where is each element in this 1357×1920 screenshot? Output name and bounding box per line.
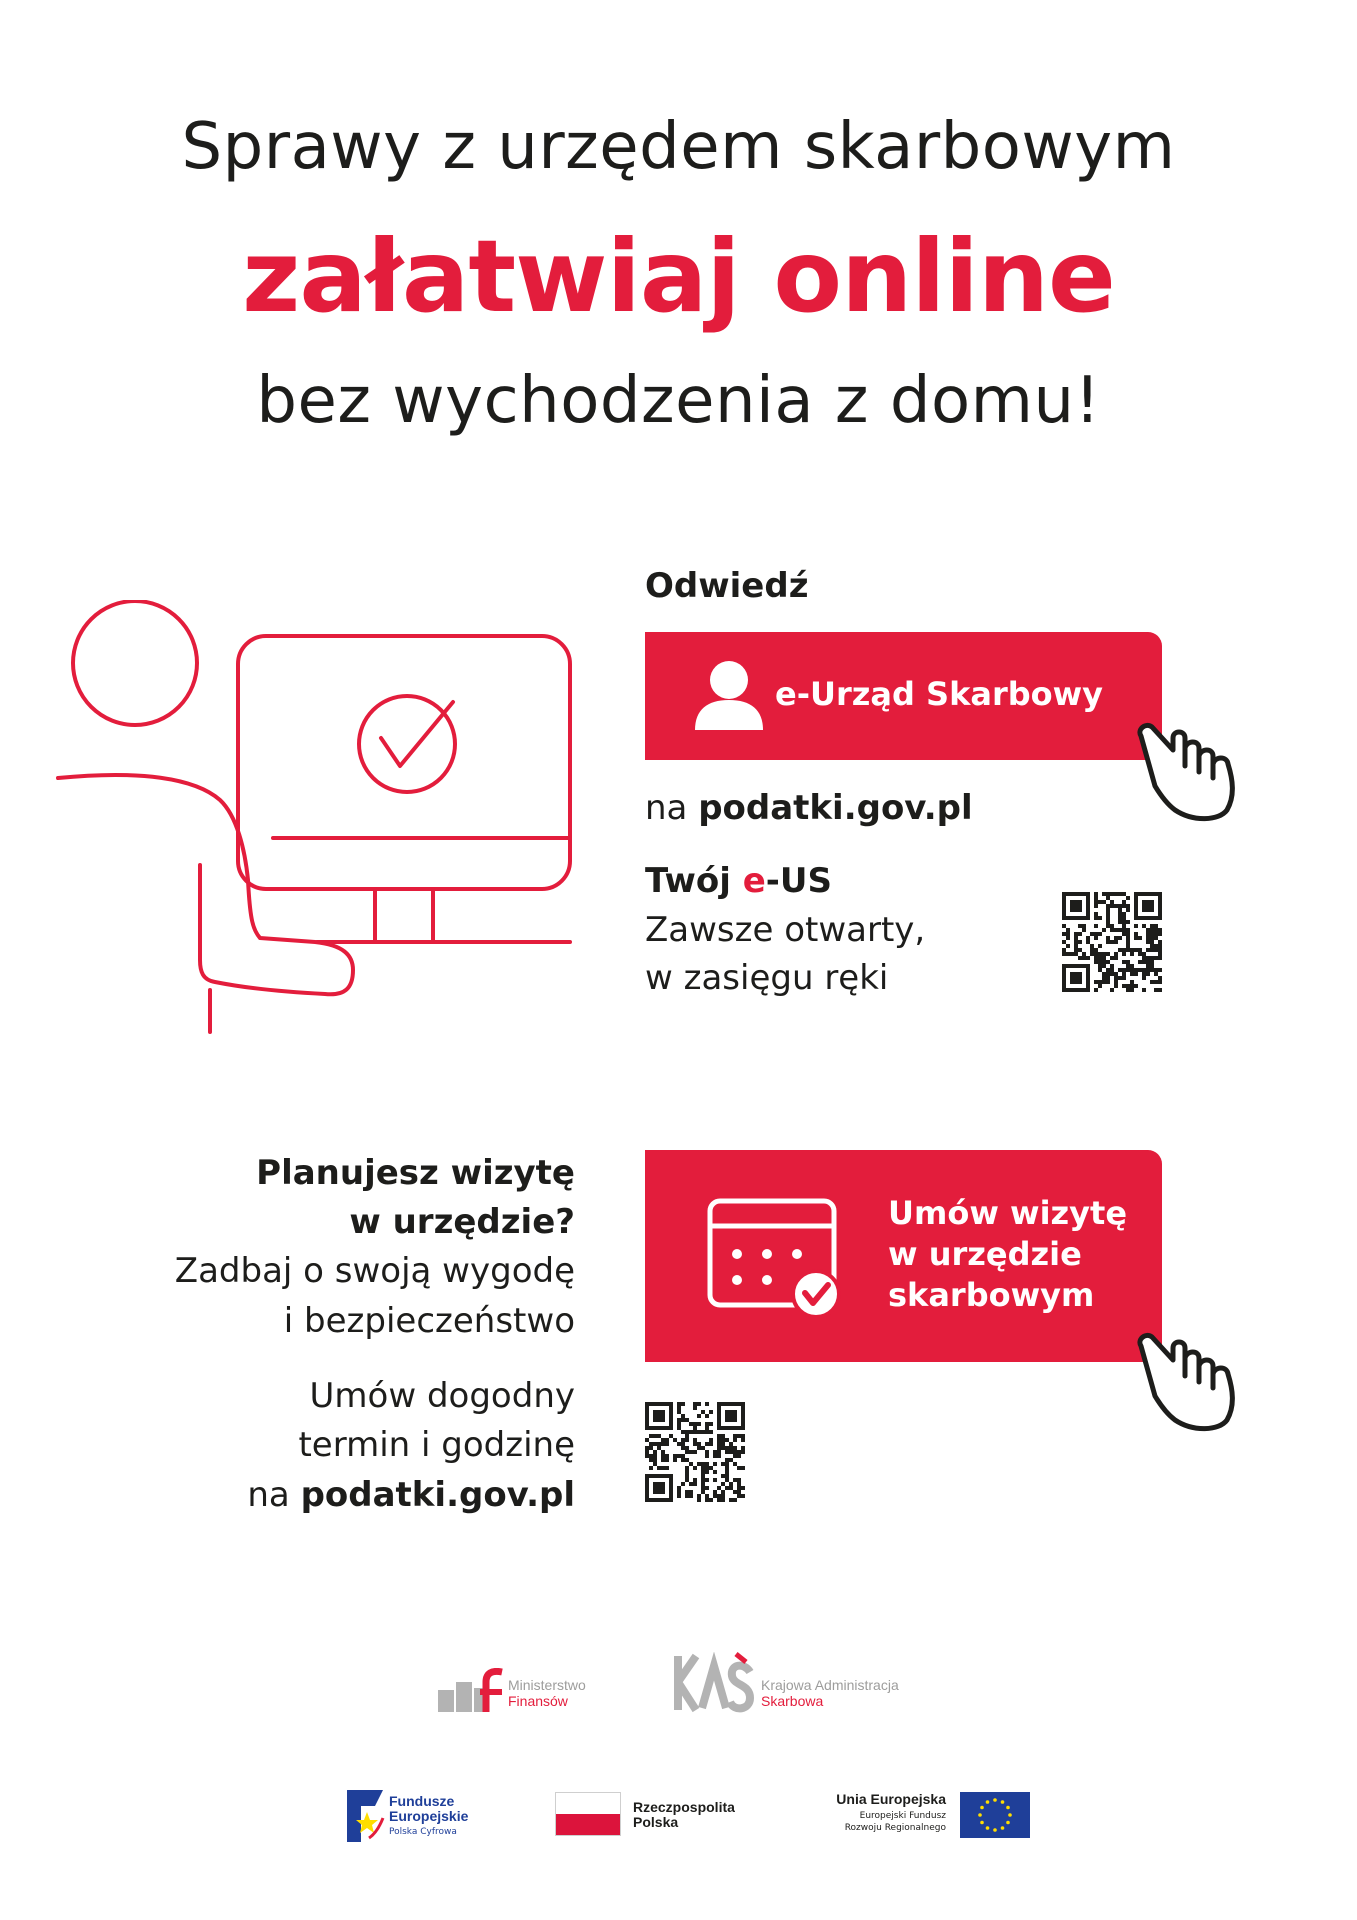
fe-label-2: Europejskie <box>389 1808 469 1824</box>
rp-label-1: Rzeczpospolita <box>633 1799 735 1815</box>
mf-emblem-icon <box>436 1668 504 1714</box>
e-urzad-skarbowy-button[interactable] <box>645 632 1162 760</box>
visit-label: Odwiedź <box>645 566 809 606</box>
e-letter: e <box>742 861 766 901</box>
hand-pointer-icon <box>1135 1328 1255 1433</box>
care-line-1: Zadbaj o swoją wygodę <box>174 1251 575 1291</box>
eus-site-line <box>645 785 973 831</box>
rzeczpospolita-polska-logo <box>555 1792 755 1840</box>
ue-label-1: Unia Europejska <box>836 1791 946 1807</box>
fe-label-3: Polska Cyfrowa <box>389 1827 457 1837</box>
eus-na-prefix: na <box>645 788 699 828</box>
us-word: -US <box>765 861 832 901</box>
twoj-eus-heading <box>645 858 832 904</box>
question-line-1: Planujesz wizytę <box>256 1153 575 1193</box>
visit-site-line <box>247 1472 575 1518</box>
mf-label-1: Ministerstwo <box>508 1677 586 1693</box>
calendar-check-icon <box>707 1198 847 1318</box>
book-line-1: Umów dogodny <box>309 1376 575 1416</box>
twoj-word: Twój <box>645 861 743 901</box>
kas-label-1: Krajowa Administracja <box>761 1677 899 1693</box>
unia-europejska-logo <box>800 1790 1030 1842</box>
person-at-computer-illustration <box>55 600 575 1040</box>
checkmark-circle-icon <box>359 696 455 792</box>
fundusze-europejskie-emblem-icon <box>345 1788 385 1843</box>
book-visit-button[interactable] <box>645 1150 1162 1362</box>
kas-emblem-icon <box>674 1652 754 1714</box>
eus-open-line: Zawsze otwarty, <box>645 910 926 950</box>
qr-code-eus[interactable] <box>1062 892 1162 992</box>
headline-line-3: bez wychodzenia z domu! <box>256 364 1101 438</box>
question-line-2: w urzędzie? <box>349 1202 575 1242</box>
book-visit-label <box>888 1193 1127 1316</box>
qr-code-icon <box>645 1402 745 1502</box>
fe-label-1: Fundusze <box>389 1793 455 1809</box>
rp-label-2: Polska <box>633 1814 679 1830</box>
ue-label-3: Rozwoju Regionalnego <box>844 1823 946 1833</box>
ministerstwo-finansow-logo <box>436 1668 636 1716</box>
eus-site-link[interactable]: podatki.gov.pl <box>698 788 973 828</box>
qr-code-icon <box>1062 892 1162 992</box>
kas-label-2: Skarbowa <box>761 1693 824 1709</box>
ue-label-2: Europejski Fundusz <box>859 1811 946 1821</box>
e-urzad-skarbowy-label: e-Urząd Skarbowy <box>775 675 1104 713</box>
visit-site-link[interactable]: podatki.gov.pl <box>300 1475 575 1515</box>
fundusze-europejskie-logo <box>345 1788 495 1844</box>
book-visit-label-2: w urzędzie <box>888 1235 1082 1273</box>
book-visit-label-1: Umów wizytę <box>888 1194 1128 1232</box>
kas-logo <box>674 1652 944 1716</box>
eu-flag-icon <box>960 1792 1030 1838</box>
hand-pointer-icon <box>1135 718 1255 823</box>
mf-label-2: Finansów <box>508 1693 568 1709</box>
headline-line-2: załatwiaj online <box>242 218 1115 335</box>
qr-code-visit[interactable] <box>645 1402 745 1502</box>
book-line-2: termin i godzinę <box>298 1425 575 1465</box>
polish-flag-icon <box>555 1792 621 1836</box>
care-line-2: i bezpieczeństwo <box>283 1301 575 1341</box>
visit-na-prefix: na <box>247 1475 301 1515</box>
headline-line-1: Sprawy z urzędem skarbowym <box>181 110 1176 184</box>
eus-reach-line: w zasięgu ręki <box>645 958 889 998</box>
user-icon <box>693 660 765 730</box>
book-visit-label-3: skarbowym <box>888 1276 1095 1314</box>
